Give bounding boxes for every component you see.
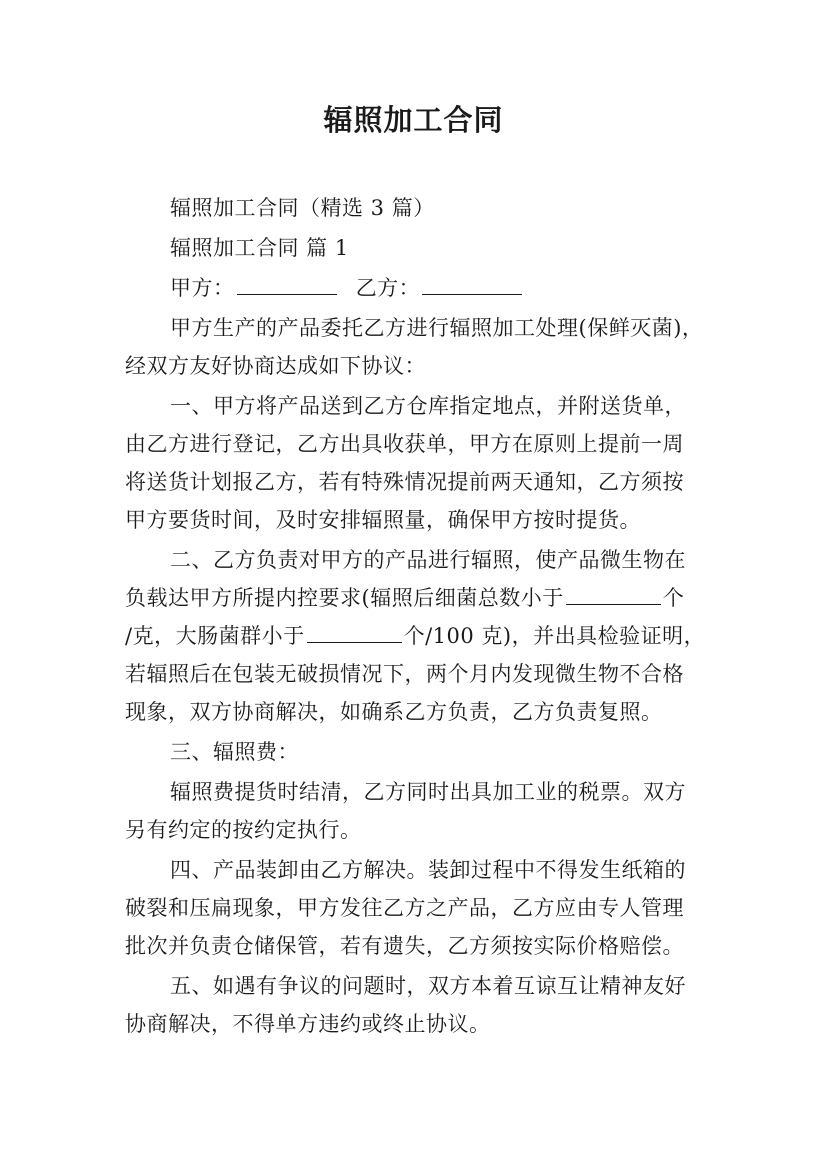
party-a-label: 甲方： [170,276,235,300]
clause-2-line-1: 二、乙方负责对甲方的产品进行辐照，使产品微生物在 [170,548,686,572]
clause-3-line-1: 辐照费提货时结清，乙方同时出具加工业的税票。双方 [170,780,686,804]
clause-3-line-2: 另有约定的按约定执行。 [125,818,362,842]
clause-2-line-4: 若辐照后在包装无破损情况下，两个月内发现微生物不合格 [125,662,684,686]
paragraph-intro-line-2: 经双方友好协商达成如下协议： [125,354,426,378]
clause-2-line-3 [125,621,705,651]
coliform-blank [307,622,402,643]
party-a-blank [237,274,337,295]
document-title: 辐照加工合同 [323,103,504,137]
clause-2-unit-a: 个 [662,586,685,610]
clause-1-line-2: 由乙方进行登记，乙方出具收获单，甲方在原则上提前一周 [125,432,684,456]
clause-1-line-3: 将送货计划报乙方，若有特殊情况提前两天通知，乙方须按 [125,470,684,494]
clause-1-line-1: 一、甲方将产品送到乙方仓库指定地点，并附送货单， [170,394,686,418]
subtitle-selected-3: 辐照加工合同（精选 3 篇） [170,196,435,220]
party-b-blank [422,274,522,295]
clause-2-line-2 [125,583,684,613]
section-heading-part-1: 辐照加工合同 篇 1 [170,236,349,260]
clause-5-line-1: 五、如遇有争议的问题时，双方本着互谅互让精神友好 [170,974,686,998]
clause-2-line-5: 现象，双方协商解决，如确系乙方负责，乙方负责复照。 [125,700,663,724]
clause-2-text-a: 负载达甲方所提内控要求(辐照后细菌总数小于 [125,586,564,610]
clause-3-heading: 三、辐照费： [170,740,299,764]
clause-2-text-b: /克，大肠菌群小于 [125,624,305,648]
clause-2-text-c: 个/100 克)，并出具检验证明， [403,624,706,648]
parties-line [170,273,524,303]
clause-1-line-4: 甲方要货时间，及时安排辐照量，确保甲方按时提货。 [125,508,641,532]
clause-4-line-2: 破裂和压扁现象，甲方发往乙方之产品，乙方应由专人管理 [125,896,684,920]
paragraph-intro-line-1: 甲方生产的产品委托乙方进行辐照加工处理(保鲜灭菌)， [170,316,704,340]
clause-4-line-3: 批次并负责仓储保管，若有遗失，乙方须按实际价格赔偿。 [125,934,684,958]
clause-5-line-2: 协商解决，不得单方违约或终止协议。 [125,1012,491,1036]
clause-4-line-1: 四、产品装卸由乙方解决。装卸过程中不得发生纸箱的 [170,858,686,882]
bacteria-total-blank [566,584,661,605]
party-b-label: 乙方： [355,276,421,300]
